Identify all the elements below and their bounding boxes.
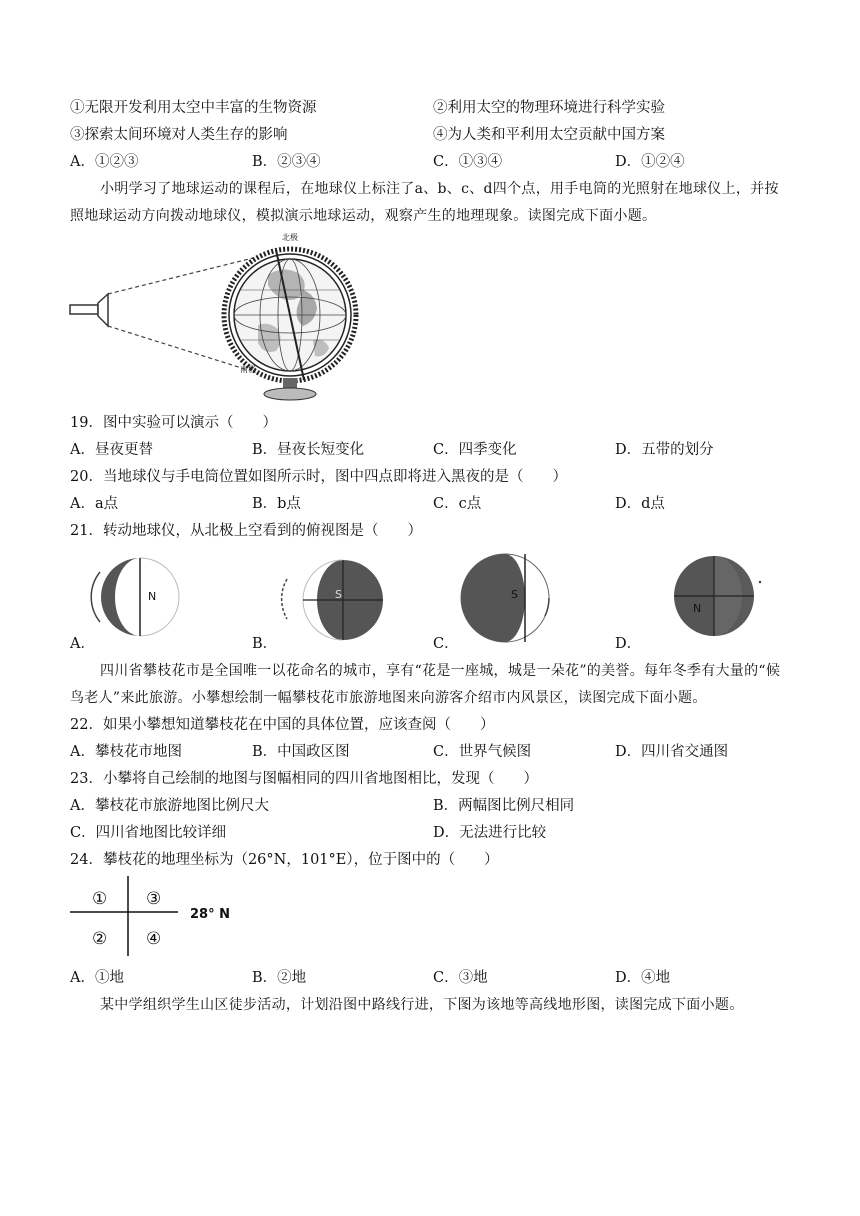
q21-figure-c xyxy=(455,550,565,645)
q21-figure-a xyxy=(90,552,190,642)
q24-stem: 24．攀枝花的地理坐标为（26°N，101°E），位于图中的（ ） xyxy=(70,852,499,868)
q24-option-b: B．②地 xyxy=(252,970,307,986)
q21-option-d: D． xyxy=(615,636,642,652)
north-pole-label: 北极 xyxy=(282,233,298,242)
q22-option-d: D．四川省交通图 xyxy=(615,744,729,760)
south-pole-label: 南极 xyxy=(240,365,256,374)
q20-option-a: A．a点 xyxy=(70,496,119,512)
grid-cell-4: ④ xyxy=(146,929,162,949)
block1-option-b: B．②③④ xyxy=(252,154,321,170)
q22-option-b: B．中国政区图 xyxy=(252,744,350,760)
statement-1: ①无限开发利用太空中丰富的生物资源 xyxy=(70,100,317,116)
grid-cell-3: ③ xyxy=(146,889,162,909)
q23-option-a: A．攀枝花市旅游地图比例尺大 xyxy=(70,798,269,814)
q23-stem: 23．小攀将自己绘制的地图与图幅相同的四川省地图相比，发现（ ） xyxy=(70,771,538,787)
q20-stem: 20．当地球仪与手电筒位置如图所示时，图中四点即将进入黑夜的是（ ） xyxy=(70,469,567,485)
q22-option-c: C．世界气候图 xyxy=(433,744,532,760)
q21-option-c: C． xyxy=(433,636,459,652)
q21-option-a: A． xyxy=(70,636,95,652)
q24-grid-figure xyxy=(70,876,270,960)
q19-option-c: C．四季变化 xyxy=(433,442,517,458)
passage-hiking: 某中学组织学生山区徒步活动，计划沿图中路线行进，下图为该地等高线地形图，读图完成下面小题。 xyxy=(100,997,744,1013)
q20-option-d: D．d点 xyxy=(615,496,665,512)
q21-figure-d xyxy=(648,550,778,642)
q21-option-b: B． xyxy=(252,636,278,652)
q24-option-a: A．①地 xyxy=(70,970,124,986)
q21-c-pole-label: S xyxy=(511,588,518,601)
q23-option-b: B．两幅图比例尺相同 xyxy=(433,798,575,814)
q22-option-a: A．攀枝花市地图 xyxy=(70,744,182,760)
q21-stem: 21．转动地球仪，从北极上空看到的俯视图是（ ） xyxy=(70,523,422,539)
q19-option-d: D．五带的划分 xyxy=(615,442,714,458)
q19-stem: 19．图中实验可以演示（ ） xyxy=(70,415,277,431)
passage-globe: 小明学习了地球运动的课程后，在地球仪上标注了a、b、c、d四个点，用手电筒的光照射在地球仪上，并按照地球运动方向拨动地球仪，模拟演示地球运动，观察产生的地理现象。读图完成下面小题。 xyxy=(70,181,779,224)
q19-option-b: B．昼夜长短变化 xyxy=(252,442,365,458)
statement-3: ③探索太间环境对人类生存的影响 xyxy=(70,127,288,143)
q22-stem: 22．如果小攀想知道攀枝花在中国的具体位置，应该查阅（ ） xyxy=(70,717,495,733)
block1-option-d: D．①②④ xyxy=(615,154,685,170)
q21-d-pole-label: N xyxy=(693,602,702,615)
globe-flashlight-figure xyxy=(68,230,368,402)
q20-option-b: B．b点 xyxy=(252,496,301,512)
passage-panzhihua: 四川省攀枝花市是全国唯一以花命名的城市，享有“花是一座城，城是一朵花”的美誉。每年冬季有大量的“候鸟老人”来此旅游。小攀想绘制一幅攀枝花市旅游地图来向游客介绍市内风景区，读图完成下面小题。 xyxy=(70,663,781,706)
q24-option-d: D．④地 xyxy=(615,970,671,986)
flashlight-icon xyxy=(70,294,108,326)
block1-option-c: C．①③④ xyxy=(433,154,503,170)
q21-b-pole-label: S xyxy=(335,588,342,601)
q23-option-c: C．四川省地图比较详细 xyxy=(70,825,227,841)
grid-cell-1: ① xyxy=(92,889,108,909)
grid-cell-2: ② xyxy=(92,929,108,949)
block1-option-a: A．①②③ xyxy=(70,154,139,170)
q24-option-c: C．③地 xyxy=(433,970,488,986)
q19-option-a: A．昼夜更替 xyxy=(70,442,153,458)
statement-2: ②利用太空的物理环境进行科学实验 xyxy=(433,100,665,116)
q23-option-d: D．无法进行比较 xyxy=(433,825,547,841)
statement-4: ④为人类和平利用太空贡献中国方案 xyxy=(433,127,665,143)
q21-figure-b xyxy=(275,554,385,646)
latitude-label: 28° N xyxy=(190,907,230,922)
q20-option-c: C．c点 xyxy=(433,496,482,512)
q21-a-pole-label: N xyxy=(148,590,157,603)
